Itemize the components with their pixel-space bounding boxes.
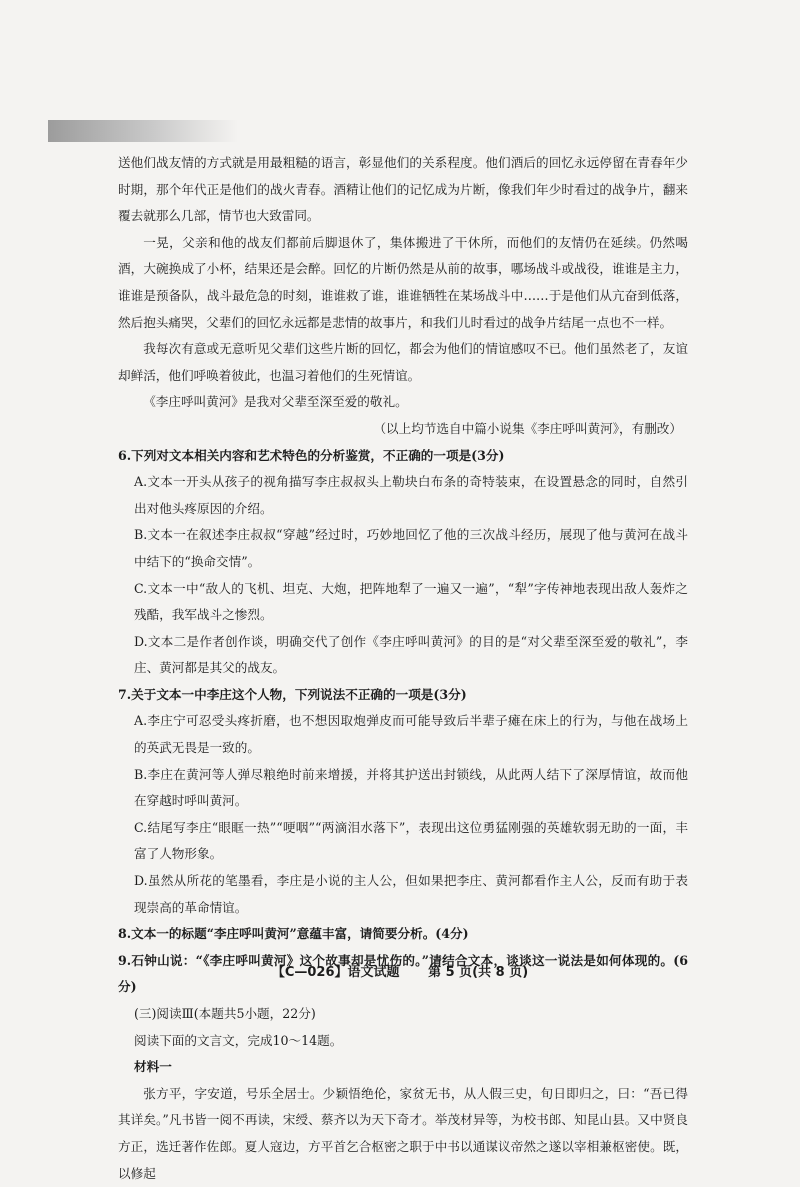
material-heading: 材料一 xyxy=(134,1059,172,1075)
exam-code: 【C—026】语文试题 xyxy=(271,965,400,980)
question-6-option-b: B.文本一在叙述李庄叔叔“穿越”经过时，巧妙地回忆了他的三次战斗经历，展现了他与黄河在战斗中结下的“换命交情”。 xyxy=(134,527,688,569)
scan-shadow xyxy=(48,120,238,142)
question-7-option-a: A.李庄宁可忍受头疼折磨，也不想因取炮弹皮而可能导致后半辈子瘫在床上的行为，与他在战场上的英武无畏是一致的。 xyxy=(134,713,688,756)
source-note: （以上均节选自中篇小说集《李庄呼叫黄河》，有删改） xyxy=(373,420,682,436)
exam-page-body xyxy=(118,150,688,1187)
page-number: 第 5 页(共 8 页) xyxy=(428,965,529,980)
question-8-stem: 8.文本一的标题“李庄呼叫黄河”意蕴丰富，请简要分析。(4分) xyxy=(118,926,469,942)
question-6-option-d: D.文本二是作者创作谈，明确交代了创作《李庄呼叫黄河》的目的是“对父辈至深至爱的敬礼”，李庄、黄河都是其父的战友。 xyxy=(134,633,688,676)
story-paragraph: 《李庄呼叫黄河》是我对父辈至深至爱的敬礼。 xyxy=(143,394,408,410)
story-paragraph: 送他们战友情的方式就是用最粗糙的语言，彰显他们的关系程度。他们酒后的回忆永远停留在青春年少时期，那个年代正是他们的战火青春。酒精让他们的记忆成为片断，像我们年少时看过的战争片，翻来覆去就那么几部，情节也大致雷同。 xyxy=(118,155,688,224)
question-6-stem: 6.下列对文本相关内容和艺术特色的分析鉴赏，不正确的一项是(3分) xyxy=(118,447,505,463)
question-7-option-d: D.虽然从所花的笔墨看，李庄是小说的主人公，但如果把李庄、黄河都看作主人公，反而有助于表现崇高的革命情谊。 xyxy=(134,873,688,915)
question-7-stem: 7.关于文本一中李庄这个人物，下列说法不正确的一项是(3分) xyxy=(118,686,467,702)
story-paragraph: 我每次有意或无意听见父辈们这些片断的回忆，都会为他们的情谊感叹不已。他们虽然老了，友谊却鲜活，他们呼唤着彼此，也温习着他们的生死情谊。 xyxy=(118,341,688,383)
story-paragraph: 一晃，父亲和他的战友们都前后脚退休了，集体搬进了干休所，而他们的友情仍在延续。仍然喝酒，大碗换成了小杯，结果还是会醉。回忆的片断仍然是从前的故事，哪场战斗或战役，谁谁是主力，谁谁是预备队，战斗最危急的时刻，谁谁救了谁，谁谁牺牲在某场战斗中……于是他们从亢奋到低落，然后抱头痛哭，父辈们的回忆永远都是悲情的故事片，和我们儿时看过的战争片结尾一点也不一样。 xyxy=(118,234,688,330)
section-3-title: (三)阅读Ⅲ(本题共5小题，22分) xyxy=(134,1006,316,1021)
question-7-option-b: B.李庄在黄河等人弹尽粮绝时前来增援，并将其护送出封锁线，从此两人结下了深厚情谊，故而他在穿越时呼叫黄河。 xyxy=(134,766,688,809)
page-footer xyxy=(0,961,800,980)
question-6-option-a: A.文本一开头从孩子的视角描写李庄叔叔头上勒块白布条的奇特装束，在设置悬念的同时，自然引出对他头疼原因的介绍。 xyxy=(134,474,688,516)
section-3-instruction: 阅读下面的文言文，完成10～14题。 xyxy=(134,1032,343,1048)
question-7-option-c: C.结尾写李庄“眼眶一热”“哽咽”“两滴泪水落下”，表现出这位勇猛刚强的英雄软弱无助的一面，丰富了人物形象。 xyxy=(134,819,688,862)
question-9-stem: 9.石钟山说：“《李庄呼叫黄河》这个故事却是忧伤的。”请结合文本，谈谈这一说法是如何体现的。(6分) xyxy=(118,952,688,995)
material-text: 张方平，字安道，号乐全居士。少颖悟绝伦，家贫无书，从人假三史，旬日即归之，曰：“吾已得其详矣。”凡书皆一阅不再读，宋绶、蔡齐以为天下奇才。举茂材异等，为校书郎、知昆山县。又中贤良方正，选迁著作佐郎。夏人寇边，方平首乞合枢密之职于中书以通谋议帝然之遂以宰相兼枢密使。既，以修起 xyxy=(118,1085,688,1181)
question-6-option-c: C.文本一中“敌人的飞机、坦克、大炮，把阵地犁了一遍又一遍”，“犁”字传神地表现出敌人轰炸之残酷，我军战斗之惨烈。 xyxy=(134,580,688,623)
